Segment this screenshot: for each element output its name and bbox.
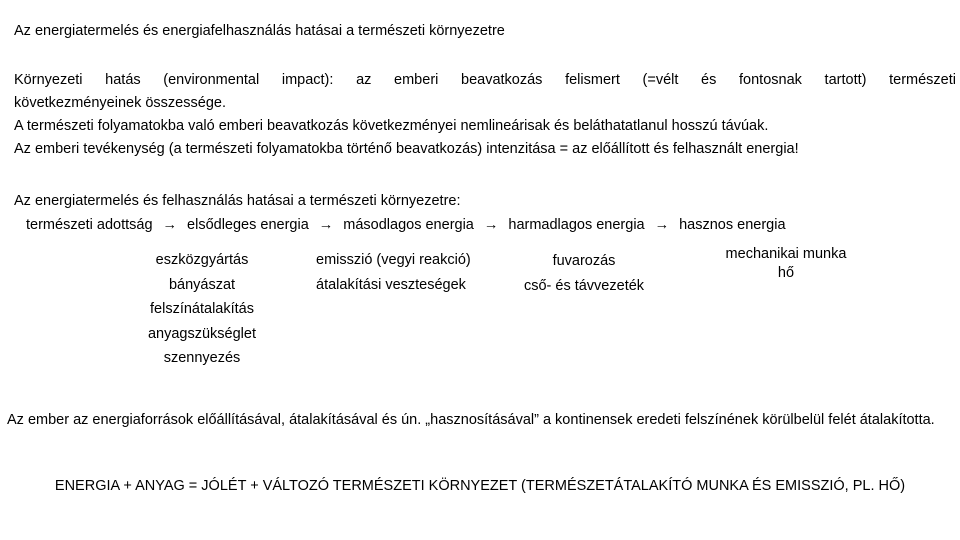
intro-line-2: következményeinek összessége. (14, 95, 226, 111)
energy-chain (26, 217, 786, 233)
impact-item: emisszió (vegyi reakció) (316, 252, 471, 268)
energy-equation: ENERGIA + ANYAG = JÓLÉT + VÁLTOZÓ TERMÉSZETI KÖRNYEZET (TERMÉSZETÁTALAKÍTÓ MUNKA ÉS EMISSZIÓ, PL. HŐ) (54, 478, 906, 494)
intro-line-4: Az emberi tevékenység (a természeti folyamatokba történő beavatkozás) intenzitása = az előállított és felhasznált energia! (14, 141, 799, 157)
impact-item: eszközgyártás (155, 252, 249, 268)
chain-stage-useful: hasznos energia (679, 217, 786, 233)
impacts-column-primary (316, 248, 471, 297)
page-title: Az energiatermelés és energiafelhasználás hatásai a természeti környezetre (14, 23, 505, 39)
arrow-icon: → (483, 217, 499, 233)
intro-line-3: A természeti folyamatokba való emberi beavatkozás következményei nemlineárisak és beláthatatlanul hosszú távúak. (14, 118, 769, 134)
intro-line-1: Környezeti hatás (environmental impact): az emberi beavatkozás felismert (=vélt és fontosnak tartott) természeti (14, 72, 956, 88)
impact-item: fuvarozás (552, 253, 616, 269)
impact-item: mechanikai munka (725, 246, 847, 262)
chain-heading: Az energiatermelés és felhasználás hatásai a természeti környezetre: (14, 193, 461, 209)
arrow-icon: → (654, 217, 670, 233)
impact-item: szennyezés (163, 350, 241, 366)
closing-paragraph: Az ember az energiaforrások előállításával, átalakításával és ún. „hasznosításával” a kontinensek eredeti felszínének körülbelül felét átalakította. (7, 412, 935, 428)
chain-stage-primary: elsődleges energia (187, 217, 309, 233)
arrow-icon: → (318, 217, 334, 233)
impacts-column-tertiary (713, 245, 859, 283)
impact-item: anyagszükséglet (147, 325, 256, 342)
intro-paragraph (14, 69, 956, 161)
chain-stage-secondary: másodlagos energia (343, 217, 474, 233)
impacts-column-secondary (514, 249, 654, 298)
chain-stage-natural: természeti adottság (26, 217, 153, 233)
arrow-icon: → (162, 217, 178, 233)
impacts-column-natural (140, 248, 264, 371)
impact-item: bányászat (168, 276, 236, 293)
impact-item: hő (777, 265, 795, 281)
impact-item: átalakítási veszteségek (316, 276, 466, 293)
chain-stage-tertiary: harmadlagos energia (508, 217, 645, 233)
impact-item: cső- és távvezeték (523, 277, 645, 294)
impact-item: felszínátalakítás (150, 301, 254, 317)
